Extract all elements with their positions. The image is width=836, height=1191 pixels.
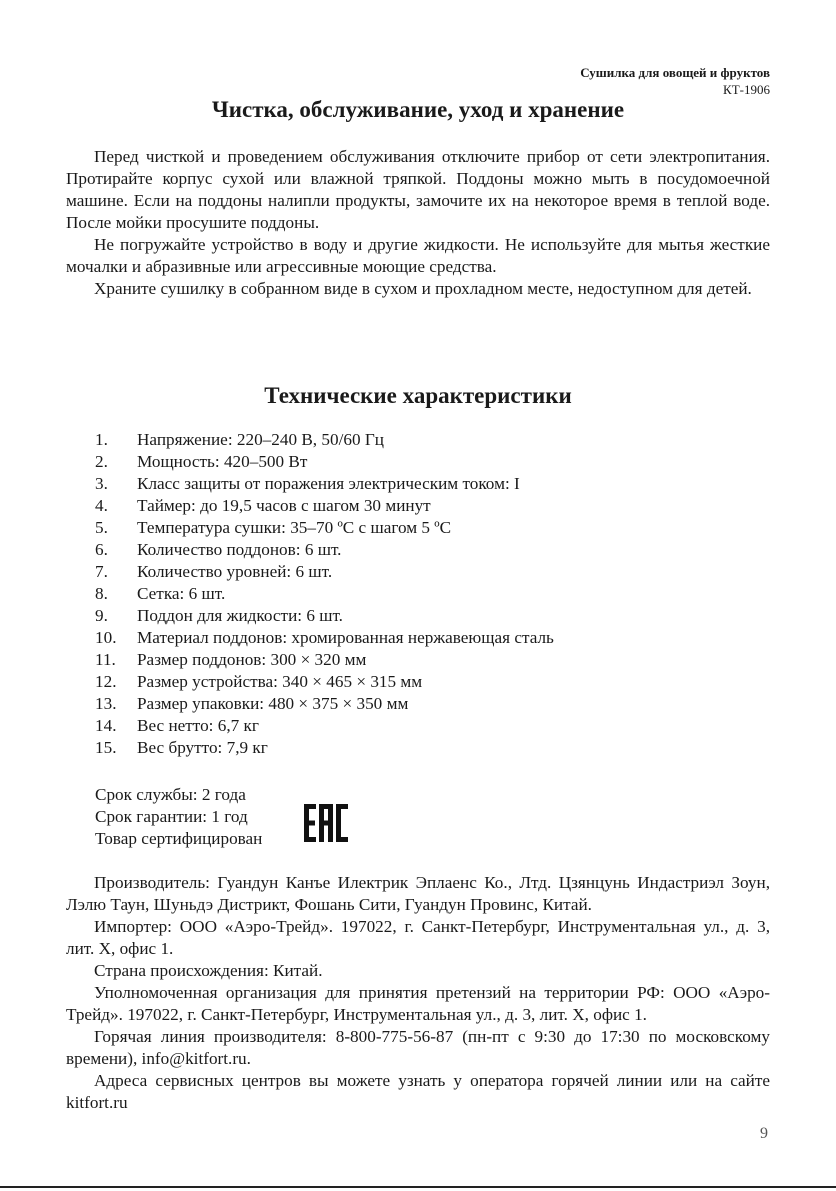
care-text <box>66 146 770 300</box>
certification-note: Товар сертифицирован <box>95 829 263 848</box>
spec-text: Материал поддонов: хромированная нержавеющая сталь <box>137 628 554 647</box>
spec-number: 3. <box>95 474 108 493</box>
bottom-rule <box>0 1186 836 1188</box>
spec-item <box>95 495 554 517</box>
spec-number: 11. <box>95 650 116 669</box>
spec-item <box>95 561 554 583</box>
spec-item <box>95 473 554 495</box>
specs-section-title: Технические характеристики <box>264 383 572 408</box>
running-header <box>580 64 770 98</box>
service-life: Срок службы: 2 года <box>95 785 246 804</box>
spec-text: Сетка: 6 шт. <box>137 584 226 603</box>
spec-number: 7. <box>95 562 108 581</box>
spec-item <box>95 583 554 605</box>
product-name: Сушилка для овощей и фруктов <box>580 65 770 80</box>
spec-number: 2. <box>95 452 108 471</box>
spec-number: 4. <box>95 496 108 515</box>
care-paragraph: Храните сушилку в собранном виде в сухом и прохладном месте, недоступном для детей. <box>94 279 752 298</box>
spec-text: Количество уровней: 6 шт. <box>137 562 333 581</box>
spec-text: Размер устройства: 340 × 465 × 315 мм <box>137 672 423 691</box>
spec-item <box>95 737 554 759</box>
spec-number: 12. <box>95 672 117 691</box>
spec-item <box>95 627 554 649</box>
service-info <box>95 784 262 850</box>
spec-text: Напряжение: 220–240 В, 50/60 Гц <box>137 430 384 449</box>
spec-item <box>95 429 554 451</box>
spec-item <box>95 539 554 561</box>
service-centers-paragraph: Адреса сервисных центров вы можете узнать у оператора горячей линии или на сайте kitfort.ru <box>66 1071 770 1112</box>
care-section-title: Чистка, обслуживание, уход и хранение <box>211 97 625 122</box>
care-paragraph: Перед чисткой и проведением обслуживания отключите прибор от сети электропитания. Протирайте корпус сухой или влажной тряпкой. Поддоны можно мыть в посудомоечной машине. Если на поддоны налипли продукты, замочите их на некоторое время в теплой воде. После мойки просушите поддоны. <box>66 147 770 232</box>
spec-number: 6. <box>95 540 108 559</box>
specs-list <box>95 429 554 759</box>
model-number: КТ-1906 <box>723 82 770 97</box>
spec-item <box>95 715 554 737</box>
spec-item <box>95 671 554 693</box>
spec-text: Вес брутто: 7,9 кг <box>137 738 268 757</box>
spec-text: Размер поддонов: 300 × 320 мм <box>137 650 367 669</box>
spec-number: 9. <box>95 606 108 625</box>
claims-paragraph: Уполномоченная организация для принятия претензий на территории РФ: ООО «Аэро-Трейд». 197022, г. Санкт-Петербург, Инструментальная ул., д. 3, лит. Х, офис 1. <box>66 983 770 1024</box>
hotline-paragraph: Горячая линия производителя: 8-800-775-56-87 (пн-пт с 9:30 до 17:30 по московскому времени), info@kitfort.ru. <box>66 1027 770 1068</box>
manufacturer-text <box>66 872 770 1114</box>
spec-number: 10. <box>95 628 117 647</box>
spec-text: Размер упаковки: 480 × 375 × 350 мм <box>137 694 409 713</box>
importer-paragraph: Импортер: ООО «Аэро-Трейд». 197022, г. Санкт-Петербург, Инструментальная ул., д. 3, лит. Х, офис 1. <box>66 917 770 958</box>
spec-item <box>95 605 554 627</box>
spec-number: 1. <box>95 430 108 449</box>
spec-text: Количество поддонов: 6 шт. <box>137 540 342 559</box>
spec-text: Вес нетто: 6,7 кг <box>137 716 259 735</box>
spec-number: 15. <box>95 738 117 757</box>
spec-item <box>95 517 554 539</box>
spec-number: 8. <box>95 584 108 603</box>
spec-item <box>95 451 554 473</box>
spec-text: Класс защиты от поражения электрическим током: I <box>137 474 520 493</box>
care-paragraph: Не погружайте устройство в воду и другие жидкости. Не используйте для мытья жесткие мочалки и абразивные или агрессивные моющие средства. <box>66 235 770 276</box>
page-number: 9 <box>760 1125 768 1142</box>
spec-number: 13. <box>95 694 117 713</box>
spec-number: 14. <box>95 716 117 735</box>
warranty-period: Срок гарантии: 1 год <box>95 807 248 826</box>
country-paragraph: Страна происхождения: Китай. <box>94 961 323 980</box>
manufacturer-paragraph: Производитель: Гуандун Канъе Илектрик Эплаенс Ко., Лтд. Цзянцунь Индастриэл Зоун, Лэлю Таун, Шуньдэ Дистрикт, Фошань Сити, Гуандун Провинс, Китай. <box>66 873 770 914</box>
spec-text: Таймер: до 19,5 часов с шагом 30 минут <box>137 496 431 515</box>
spec-text: Мощность: 420–500 Вт <box>137 452 308 471</box>
eac-certification-mark <box>304 804 348 842</box>
spec-item <box>95 693 554 715</box>
spec-number: 5. <box>95 518 108 537</box>
spec-text: Поддон для жидкости: 6 шт. <box>137 606 343 625</box>
spec-item <box>95 649 554 671</box>
spec-text: Температура сушки: 35–70 ºС с шагом 5 ºС <box>137 518 452 537</box>
